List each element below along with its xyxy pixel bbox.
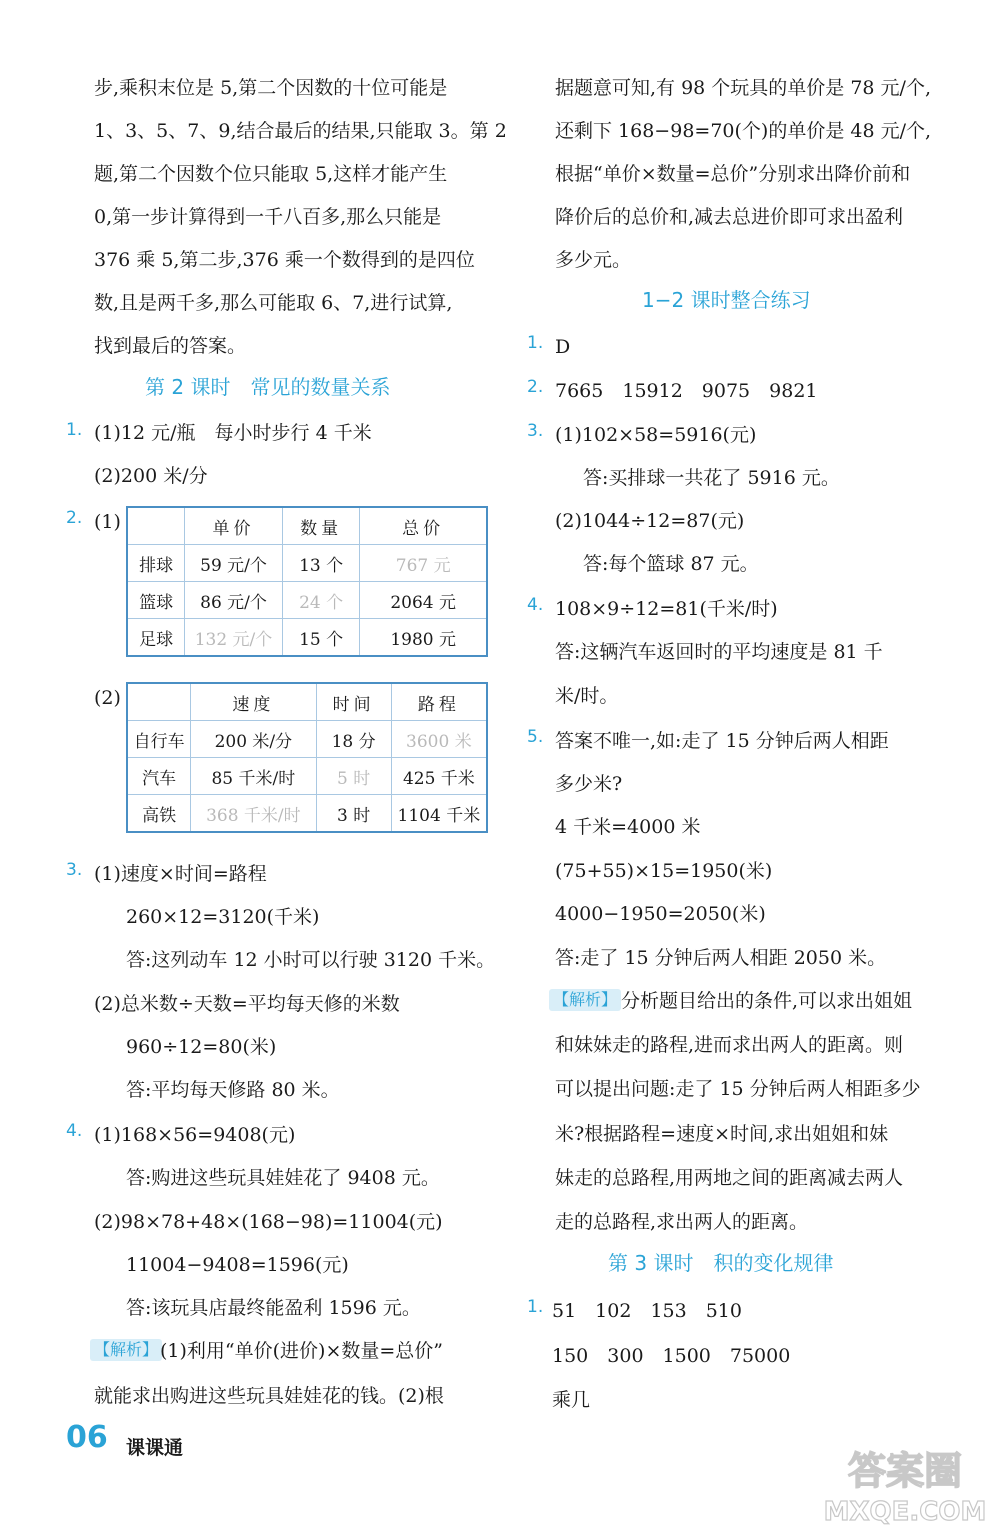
table-cell: 2064 元 (360, 582, 487, 619)
answer-line: (2)200 米/分 (94, 465, 208, 487)
table-header-cell (127, 507, 185, 545)
intro-line: 多少元。 (555, 249, 632, 271)
question-number: 1. (66, 420, 83, 440)
question-number: 5. (527, 727, 544, 747)
table-cell: 自行车 (127, 721, 191, 758)
part-label: (2) (94, 687, 121, 709)
question-number: 1. (527, 333, 544, 353)
intro-line: 数,且是两千多,那么可能取 6、7,进行试算, (94, 292, 453, 314)
answer-line: 答:这辆汽车返回时的平均速度是 81 千 (555, 641, 883, 663)
analysis-line: (1)利用“单价(进价)×数量=总价” (160, 1340, 444, 1362)
filled-answer-cell: 5 时 (316, 758, 391, 795)
question-number: 4. (527, 595, 544, 615)
question-number: 2. (66, 508, 83, 528)
analysis-line: 分析题目给出的条件,可以求出姐姐 (621, 990, 913, 1012)
table-header-cell: 速度 (191, 683, 316, 721)
answer-line: (1)速度×时间=路程 (94, 863, 267, 885)
answer-line: 4000−1950=2050(米) (555, 903, 766, 925)
question-number: 4. (66, 1121, 83, 1141)
intro-line: 1、3、5、7、9,结合最后的结果,只能取 3。第 2 (94, 120, 507, 142)
intro-line: 376 乘 5,第二步,376 乘一个数得到的是四位 (94, 249, 475, 271)
intro-line: 根据“单价×数量=总价”分别求出降价前和 (555, 163, 911, 185)
analysis-tag: 【解析】 (549, 989, 621, 1011)
analysis-line: 米?根据路程=速度×时间,求出姐姐和妹 (555, 1123, 889, 1145)
table-header-cell: 单价 (185, 507, 283, 545)
section-title: 第 3 课时 积的变化规律 (608, 1251, 834, 1275)
answer-line: (75+55)×15=1950(米) (555, 860, 773, 882)
table-cell: 足球 (127, 619, 185, 657)
table-row (127, 545, 487, 582)
table-header-cell: 路程 (391, 683, 487, 721)
question-number: 3. (527, 421, 544, 441)
table-cell: 59 元/个 (185, 545, 283, 582)
table-cell: 425 千米 (391, 758, 487, 795)
table-cell: 200 米/分 (191, 721, 316, 758)
analysis-line: 就能求出购进这些玩具娃娃花的钱。(2)根 (94, 1385, 444, 1407)
table-cell: 18 分 (316, 721, 391, 758)
intro-line: 题,第二个因数个位只能取 5,这样才能产生 (94, 163, 448, 185)
intro-line: 降价后的总价和,减去总进价即可求出盈利 (555, 206, 904, 228)
answer-line: 答:每个篮球 87 元。 (583, 553, 759, 575)
analysis-line: 妹走的总路程,用两地之间的距离减去两人 (555, 1167, 904, 1189)
part-label: (1) (94, 511, 121, 533)
svg-text:答案圈: 答案圈 (847, 1449, 963, 1493)
analysis-tag: 【解析】 (90, 1339, 162, 1361)
answer-line: 答:该玩具店最终能盈利 1596 元。 (126, 1297, 421, 1319)
answer-line: (1)12 元/瓶 每小时步行 4 千米 (94, 422, 372, 444)
question-number: 1. (527, 1297, 544, 1317)
intro-line: 还剩下 168−98=70(个)的单价是 48 元/个, (555, 120, 932, 142)
answer-line: (2)1044÷12=87(元) (555, 510, 745, 532)
table-cell: 3 时 (316, 795, 391, 833)
table-header-cell (127, 683, 191, 721)
table-cell: 高铁 (127, 795, 191, 833)
question-number: 2. (527, 377, 544, 397)
answer-line: (2)总米数÷天数=平均每天修的米数 (94, 993, 400, 1015)
table-row (127, 758, 487, 795)
table-cell: 86 元/个 (185, 582, 283, 619)
answer-line: 108×9÷12=81(千米/时) (555, 598, 778, 620)
intro-line: 0,第一步计算得到一千八百多,那么只能是 (94, 206, 442, 228)
answer-line: 答:买排球一共花了 5916 元。 (583, 467, 840, 489)
table-cell: 15 个 (282, 619, 360, 657)
section-title: 1−2 课时整合练习 (642, 288, 811, 312)
book-name: 课课通 (126, 1437, 184, 1459)
answer-line: 答:购进这些玩具娃娃花了 9408 元。 (126, 1167, 440, 1189)
watermark-logo (820, 1440, 990, 1528)
table-header-cell: 数量 (282, 507, 360, 545)
table-row (127, 582, 487, 619)
answer-line: 乘几 (552, 1389, 591, 1411)
answer-line: (1)102×58=5916(元) (555, 424, 757, 446)
section-title: 第 2 课时 常见的数量关系 (145, 375, 391, 399)
table-cell: 1104 千米 (391, 795, 487, 833)
answer-line: 答案不唯一,如:走了 15 分钟后两人相距 (555, 730, 889, 752)
answer-line: (1)168×56=9408(元) (94, 1124, 296, 1146)
table-header-cell: 总价 (360, 507, 487, 545)
table-cell: 13 个 (282, 545, 360, 582)
table-row (127, 619, 487, 657)
answer-line: 多少米? (555, 773, 623, 795)
answer-line: 11004−9408=1596(元) (126, 1254, 349, 1276)
answer-line: 4 千米=4000 米 (555, 816, 701, 838)
intro-line: 据题意可知,有 98 个玩具的单价是 78 元/个, (555, 77, 931, 99)
table-cell: 汽车 (127, 758, 191, 795)
answer-line: D (555, 336, 571, 358)
answer-line: (2)98×78+48×(168−98)=11004(元) (94, 1211, 443, 1233)
answer-line: 答:走了 15 分钟后两人相距 2050 米。 (555, 947, 887, 969)
table-cell: 1980 元 (360, 619, 487, 657)
filled-answer-cell: 132 元/个 (185, 619, 283, 657)
table-row (127, 795, 487, 833)
filled-answer-cell: 3600 米 (391, 721, 487, 758)
question-number: 3. (66, 860, 83, 880)
page-number: 06 (66, 1420, 108, 1455)
speed-table (126, 682, 488, 833)
table-cell: 排球 (127, 545, 185, 582)
analysis-line: 走的总路程,求出两人的距离。 (555, 1211, 809, 1233)
analysis-line: 和妹妹走的路程,进而求出两人的距离。则 (555, 1034, 904, 1056)
answer-line: 米/时。 (555, 685, 619, 707)
table-row (127, 721, 487, 758)
table-header-cell: 时间 (316, 683, 391, 721)
price-table (126, 506, 488, 657)
intro-line: 步,乘积末位是 5,第二个因数的十位可能是 (94, 77, 448, 99)
filled-answer-cell: 24 个 (282, 582, 360, 619)
intro-line: 找到最后的答案。 (94, 335, 247, 357)
answer-line: 150 300 1500 75000 (552, 1345, 791, 1367)
analysis-line: 可以提出问题:走了 15 分钟后两人相距多少 (555, 1078, 921, 1100)
answer-line: 960÷12=80(米) (126, 1036, 277, 1058)
svg-text:MXQE.COM: MXQE.COM (823, 1497, 987, 1527)
answer-line: 51 102 153 510 (552, 1300, 742, 1322)
table-cell: 85 千米/时 (191, 758, 316, 795)
answer-line: 7665 15912 9075 9821 (555, 380, 818, 402)
answer-line: 答:平均每天修路 80 米。 (126, 1079, 340, 1101)
filled-answer-cell: 767 元 (360, 545, 487, 582)
table-cell: 篮球 (127, 582, 185, 619)
answer-line: 答:这列动车 12 小时可以行驶 3120 千米。 (126, 949, 496, 971)
filled-answer-cell: 368 千米/时 (191, 795, 316, 833)
answer-line: 260×12=3120(千米) (126, 906, 320, 928)
